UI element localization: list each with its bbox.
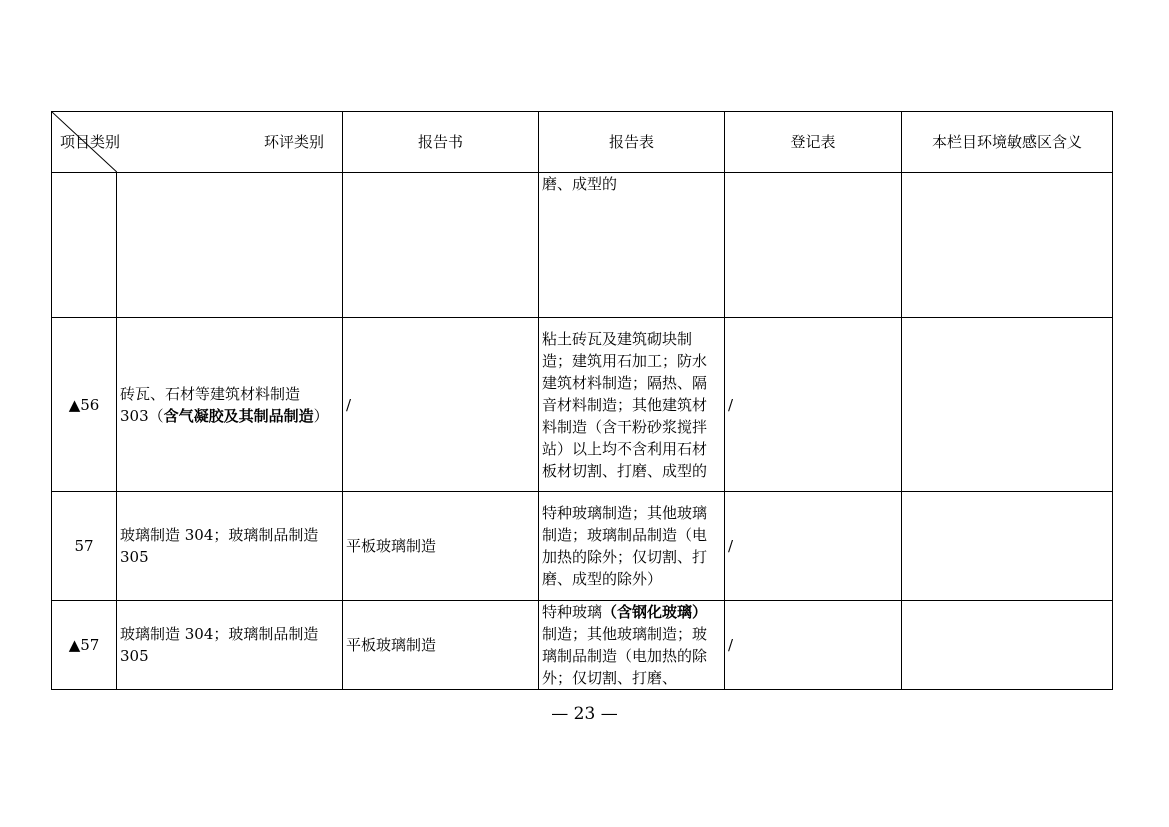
- row-registration-form: [725, 173, 902, 318]
- row-report-form: 特种玻璃制造；其他玻璃制造；玻璃制品制造（电加热的除外；仅切割、打磨、成型的除外）: [539, 492, 725, 601]
- diagonal-header-cell: [52, 112, 343, 173]
- header-report-book: 报告书: [343, 112, 539, 173]
- row-report-form: [539, 601, 725, 690]
- row-number: ▲56: [52, 318, 117, 492]
- table-row: [52, 173, 1113, 318]
- header-registration-form: 登记表: [725, 112, 902, 173]
- project-name-close-paren: ）: [313, 406, 329, 425]
- project-name-bold-addition: 含气凝胶及其制品制造: [163, 406, 314, 425]
- row-project-name: 玻璃制造 304；玻璃制品制造 305: [117, 601, 343, 690]
- project-name-line1: 砖瓦、石材等建筑材料制造: [120, 384, 301, 403]
- row-sensitive-area: [902, 601, 1113, 690]
- header-project-category: 项目类别: [60, 133, 121, 151]
- row-number: ▲57: [52, 601, 117, 690]
- row-project-name: 玻璃制造 304；玻璃制品制造 305: [117, 492, 343, 601]
- header-report-form: 报告表: [539, 112, 725, 173]
- row-registration-form: /: [725, 601, 902, 690]
- row-report-book: /: [343, 318, 539, 492]
- table-header-row: [52, 112, 1113, 173]
- row-sensitive-area: [902, 492, 1113, 601]
- row-project-name: [117, 173, 343, 318]
- report-form-bold-addition: （含钢化玻璃）: [602, 603, 708, 621]
- row-report-form: 磨、成型的: [539, 173, 725, 318]
- row-report-book: [343, 173, 539, 318]
- row-report-form: 粘土砖瓦及建筑砌块制造；建筑用石加工；防水建筑材料制造；隔热、隔音材料制造；其他建筑材料制造（含干粉砂浆搅拌站）以上均不含利用石材板材切割、打磨、成型的: [539, 318, 725, 492]
- report-form-text-rest: 制造；其他玻璃制造；玻璃制品制造（电加热的除外；仅切割、打磨、: [542, 625, 708, 687]
- row-sensitive-area: [902, 173, 1113, 318]
- table-row: [52, 492, 1113, 601]
- row-report-book: 平板玻璃制造: [343, 492, 539, 601]
- table-row: [52, 318, 1113, 492]
- eia-category-table: [51, 111, 1113, 690]
- row-registration-form: /: [725, 492, 902, 601]
- header-eia-category: 环评类别: [263, 133, 324, 151]
- project-name-code: 303（: [120, 406, 164, 425]
- row-registration-form: /: [725, 318, 902, 492]
- row-number: [52, 173, 117, 318]
- table-row: [52, 601, 1113, 690]
- report-form-text-start: 特种玻璃: [542, 603, 603, 621]
- row-number: 57: [52, 492, 117, 601]
- header-sensitive-area: 本栏目环境敏感区含义: [902, 112, 1113, 173]
- row-project-name: [117, 318, 343, 492]
- row-sensitive-area: [902, 318, 1113, 492]
- page-number: — 23 —: [551, 704, 618, 724]
- row-report-book: 平板玻璃制造: [343, 601, 539, 690]
